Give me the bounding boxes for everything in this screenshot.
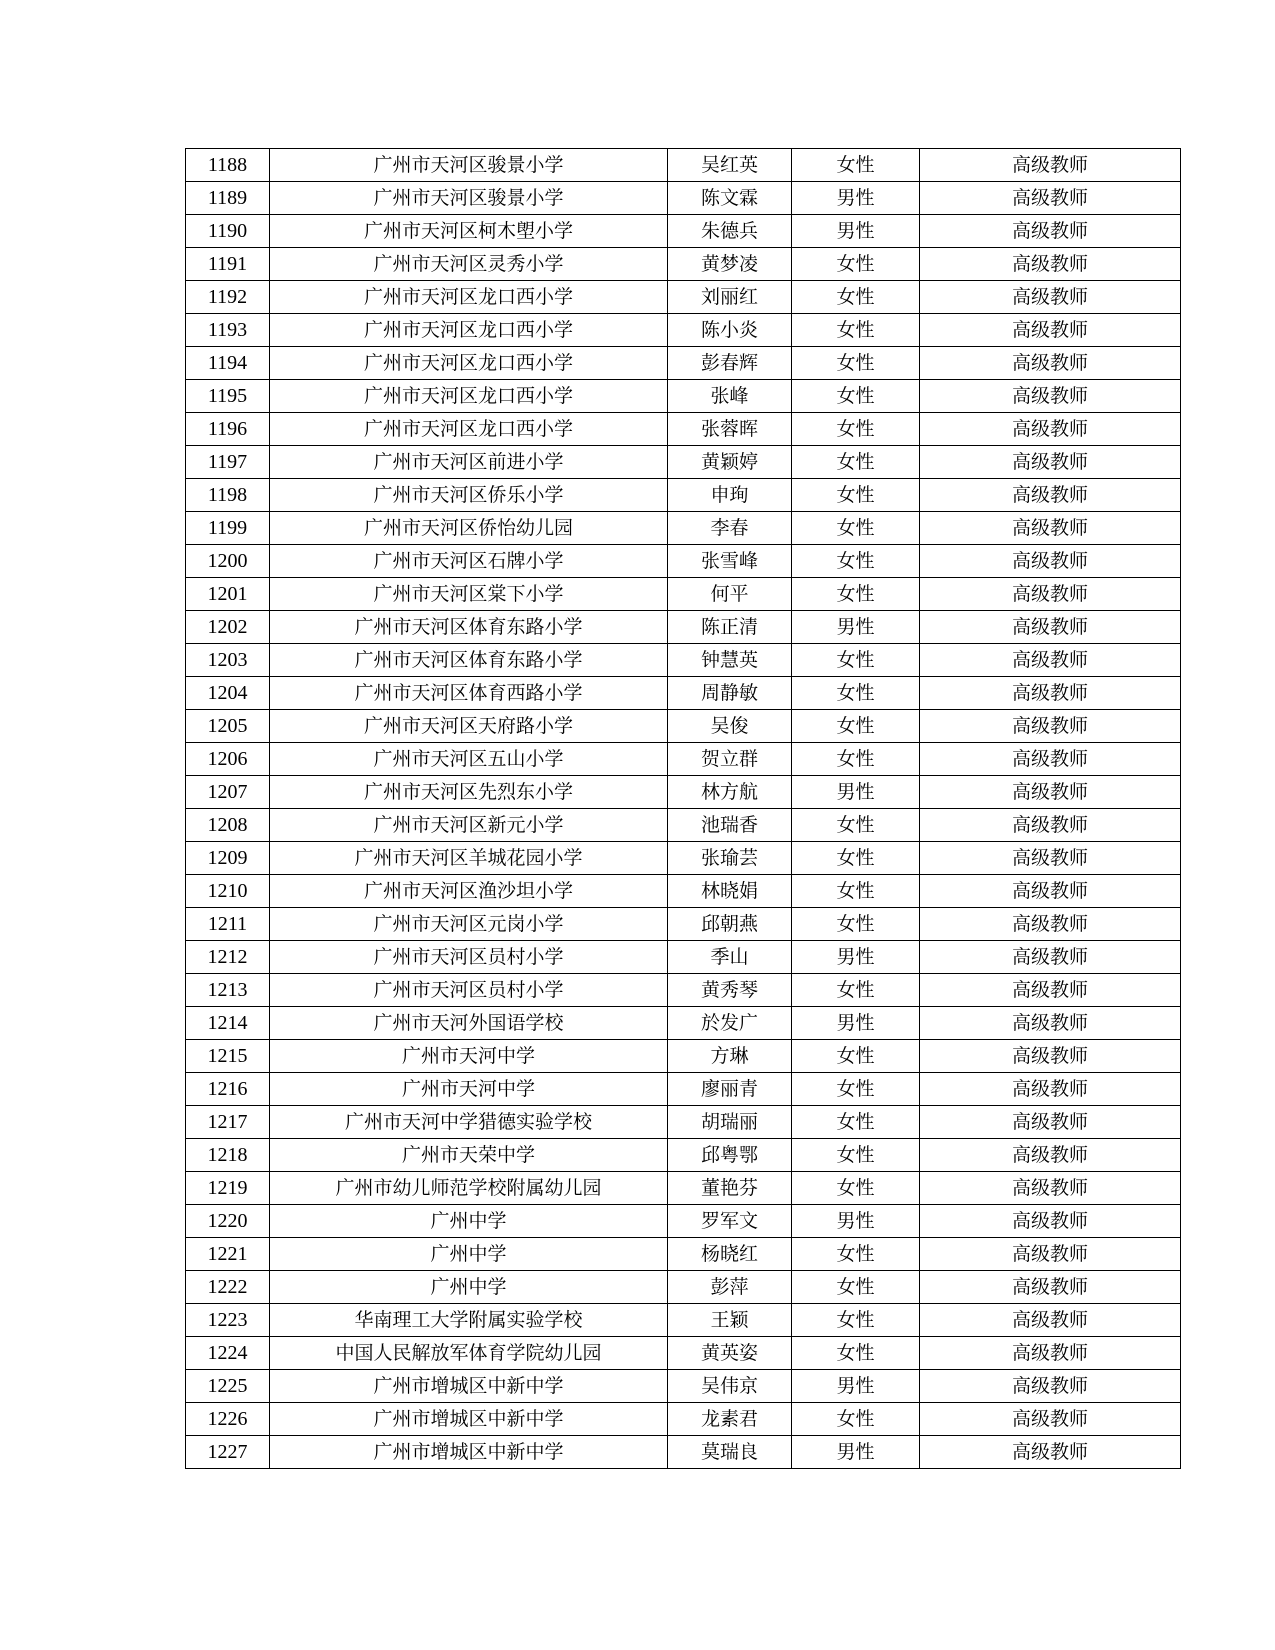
teacher-name-cell: 张峰: [668, 380, 792, 413]
table-row: [186, 1271, 1181, 1304]
professional-title-cell: 高级教师: [920, 215, 1181, 248]
school-name-cell: 广州市幼儿师范学校附属幼儿园: [270, 1172, 668, 1205]
gender-cell: 女性: [792, 875, 920, 908]
professional-title-cell: 高级教师: [920, 182, 1181, 215]
serial-number-cell: 1194: [186, 347, 270, 380]
teacher-name-cell: 申珣: [668, 479, 792, 512]
school-name-cell: 广州市天河区员村小学: [270, 974, 668, 1007]
professional-title-cell: 高级教师: [920, 1172, 1181, 1205]
serial-number-cell: 1220: [186, 1205, 270, 1238]
school-name-cell: 广州市天河区新元小学: [270, 809, 668, 842]
teacher-name-cell: 黄英姿: [668, 1337, 792, 1370]
teacher-name-cell: 王颖: [668, 1304, 792, 1337]
school-name-cell: 广州市增城区中新中学: [270, 1403, 668, 1436]
professional-title-cell: 高级教师: [920, 842, 1181, 875]
serial-number-cell: 1190: [186, 215, 270, 248]
school-name-cell: 广州市天河区棠下小学: [270, 578, 668, 611]
gender-cell: 女性: [792, 1238, 920, 1271]
table-row: [186, 809, 1181, 842]
gender-cell: 女性: [792, 1337, 920, 1370]
serial-number-cell: 1224: [186, 1337, 270, 1370]
professional-title-cell: 高级教师: [920, 281, 1181, 314]
serial-number-cell: 1188: [186, 149, 270, 182]
table-row: [186, 1304, 1181, 1337]
serial-number-cell: 1210: [186, 875, 270, 908]
school-name-cell: 广州市天河区柯木塱小学: [270, 215, 668, 248]
table-row: [186, 347, 1181, 380]
teacher-name-cell: 黄颖婷: [668, 446, 792, 479]
roster-table-body: [186, 149, 1181, 1469]
serial-number-cell: 1212: [186, 941, 270, 974]
gender-cell: 女性: [792, 578, 920, 611]
teacher-name-cell: 罗军文: [668, 1205, 792, 1238]
serial-number-cell: 1207: [186, 776, 270, 809]
serial-number-cell: 1222: [186, 1271, 270, 1304]
professional-title-cell: 高级教师: [920, 314, 1181, 347]
gender-cell: 女性: [792, 380, 920, 413]
table-row: [186, 743, 1181, 776]
serial-number-cell: 1197: [186, 446, 270, 479]
school-name-cell: 广州市天河中学猎德实验学校: [270, 1106, 668, 1139]
serial-number-cell: 1208: [186, 809, 270, 842]
gender-cell: 女性: [792, 1271, 920, 1304]
serial-number-cell: 1204: [186, 677, 270, 710]
serial-number-cell: 1196: [186, 413, 270, 446]
school-name-cell: 广州市天河区渔沙坦小学: [270, 875, 668, 908]
gender-cell: 女性: [792, 1040, 920, 1073]
teacher-name-cell: 龙素君: [668, 1403, 792, 1436]
teacher-name-cell: 董艳芬: [668, 1172, 792, 1205]
gender-cell: 男性: [792, 941, 920, 974]
professional-title-cell: 高级教师: [920, 347, 1181, 380]
school-name-cell: 广州市天河区五山小学: [270, 743, 668, 776]
school-name-cell: 华南理工大学附属实验学校: [270, 1304, 668, 1337]
professional-title-cell: 高级教师: [920, 1205, 1181, 1238]
teacher-name-cell: 刘丽红: [668, 281, 792, 314]
school-name-cell: 广州中学: [270, 1271, 668, 1304]
teacher-name-cell: 吴红英: [668, 149, 792, 182]
gender-cell: 女性: [792, 149, 920, 182]
table-row: [186, 1106, 1181, 1139]
school-name-cell: 广州中学: [270, 1205, 668, 1238]
teacher-name-cell: 莫瑞良: [668, 1436, 792, 1469]
professional-title-cell: 高级教师: [920, 1370, 1181, 1403]
professional-title-cell: 高级教师: [920, 1073, 1181, 1106]
professional-title-cell: 高级教师: [920, 677, 1181, 710]
serial-number-cell: 1199: [186, 512, 270, 545]
professional-title-cell: 高级教师: [920, 875, 1181, 908]
gender-cell: 女性: [792, 1304, 920, 1337]
serial-number-cell: 1191: [186, 248, 270, 281]
school-name-cell: 广州市天河中学: [270, 1040, 668, 1073]
table-row: [186, 908, 1181, 941]
school-name-cell: 广州市天河区体育西路小学: [270, 677, 668, 710]
teacher-name-cell: 邱朝燕: [668, 908, 792, 941]
school-name-cell: 广州市天河区龙口西小学: [270, 347, 668, 380]
teacher-name-cell: 何平: [668, 578, 792, 611]
teacher-name-cell: 彭春辉: [668, 347, 792, 380]
table-row: [186, 545, 1181, 578]
gender-cell: 女性: [792, 512, 920, 545]
gender-cell: 女性: [792, 1139, 920, 1172]
teacher-roster-table: [185, 148, 1181, 1469]
teacher-name-cell: 吴俊: [668, 710, 792, 743]
teacher-name-cell: 钟慧英: [668, 644, 792, 677]
teacher-name-cell: 周静敏: [668, 677, 792, 710]
professional-title-cell: 高级教师: [920, 710, 1181, 743]
table-row: [186, 1040, 1181, 1073]
serial-number-cell: 1221: [186, 1238, 270, 1271]
professional-title-cell: 高级教师: [920, 644, 1181, 677]
serial-number-cell: 1198: [186, 479, 270, 512]
teacher-name-cell: 廖丽青: [668, 1073, 792, 1106]
school-name-cell: 广州市天河区龙口西小学: [270, 281, 668, 314]
table-row: [186, 149, 1181, 182]
teacher-name-cell: 吴伟京: [668, 1370, 792, 1403]
teacher-name-cell: 陈小炎: [668, 314, 792, 347]
gender-cell: 女性: [792, 809, 920, 842]
gender-cell: 女性: [792, 842, 920, 875]
teacher-name-cell: 陈正清: [668, 611, 792, 644]
serial-number-cell: 1218: [186, 1139, 270, 1172]
serial-number-cell: 1223: [186, 1304, 270, 1337]
professional-title-cell: 高级教师: [920, 743, 1181, 776]
table-row: [186, 776, 1181, 809]
professional-title-cell: 高级教师: [920, 413, 1181, 446]
school-name-cell: 广州市增城区中新中学: [270, 1436, 668, 1469]
teacher-name-cell: 胡瑞丽: [668, 1106, 792, 1139]
table-row: [186, 479, 1181, 512]
table-row: [186, 974, 1181, 1007]
school-name-cell: 广州市天河区龙口西小学: [270, 413, 668, 446]
professional-title-cell: 高级教师: [920, 1271, 1181, 1304]
serial-number-cell: 1192: [186, 281, 270, 314]
gender-cell: 女性: [792, 1403, 920, 1436]
table-row: [186, 1007, 1181, 1040]
school-name-cell: 广州市天河区龙口西小学: [270, 380, 668, 413]
school-name-cell: 广州市天河区元岗小学: [270, 908, 668, 941]
teacher-name-cell: 张瑜芸: [668, 842, 792, 875]
table-row: [186, 248, 1181, 281]
professional-title-cell: 高级教师: [920, 1040, 1181, 1073]
gender-cell: 女性: [792, 974, 920, 1007]
table-row: [186, 1370, 1181, 1403]
gender-cell: 女性: [792, 1073, 920, 1106]
professional-title-cell: 高级教师: [920, 1304, 1181, 1337]
serial-number-cell: 1219: [186, 1172, 270, 1205]
teacher-name-cell: 李春: [668, 512, 792, 545]
table-row: [186, 512, 1181, 545]
gender-cell: 女性: [792, 908, 920, 941]
teacher-name-cell: 於发广: [668, 1007, 792, 1040]
professional-title-cell: 高级教师: [920, 512, 1181, 545]
table-row: [186, 842, 1181, 875]
table-row: [186, 677, 1181, 710]
serial-number-cell: 1201: [186, 578, 270, 611]
table-row: [186, 314, 1181, 347]
serial-number-cell: 1215: [186, 1040, 270, 1073]
table-row: [186, 611, 1181, 644]
professional-title-cell: 高级教师: [920, 1337, 1181, 1370]
teacher-name-cell: 杨晓红: [668, 1238, 792, 1271]
gender-cell: 女性: [792, 1106, 920, 1139]
school-name-cell: 广州市天河区天府路小学: [270, 710, 668, 743]
school-name-cell: 广州市增城区中新中学: [270, 1370, 668, 1403]
school-name-cell: 广州中学: [270, 1238, 668, 1271]
professional-title-cell: 高级教师: [920, 809, 1181, 842]
gender-cell: 女性: [792, 1172, 920, 1205]
professional-title-cell: 高级教师: [920, 1238, 1181, 1271]
table-row: [186, 1139, 1181, 1172]
professional-title-cell: 高级教师: [920, 974, 1181, 1007]
gender-cell: 男性: [792, 1205, 920, 1238]
table-row: [186, 710, 1181, 743]
school-name-cell: 广州市天河区先烈东小学: [270, 776, 668, 809]
serial-number-cell: 1205: [186, 710, 270, 743]
table-row: [186, 182, 1181, 215]
professional-title-cell: 高级教师: [920, 578, 1181, 611]
gender-cell: 男性: [792, 611, 920, 644]
professional-title-cell: 高级教师: [920, 1139, 1181, 1172]
serial-number-cell: 1226: [186, 1403, 270, 1436]
professional-title-cell: 高级教师: [920, 1403, 1181, 1436]
table-row: [186, 875, 1181, 908]
serial-number-cell: 1195: [186, 380, 270, 413]
gender-cell: 女性: [792, 644, 920, 677]
serial-number-cell: 1206: [186, 743, 270, 776]
table-row: [186, 1073, 1181, 1106]
serial-number-cell: 1209: [186, 842, 270, 875]
school-name-cell: 广州市天河区骏景小学: [270, 149, 668, 182]
school-name-cell: 广州市天河中学: [270, 1073, 668, 1106]
table-row: [186, 941, 1181, 974]
school-name-cell: 广州市天荣中学: [270, 1139, 668, 1172]
serial-number-cell: 1203: [186, 644, 270, 677]
professional-title-cell: 高级教师: [920, 1436, 1181, 1469]
gender-cell: 男性: [792, 215, 920, 248]
school-name-cell: 广州市天河区体育东路小学: [270, 611, 668, 644]
professional-title-cell: 高级教师: [920, 380, 1181, 413]
gender-cell: 男性: [792, 1436, 920, 1469]
teacher-name-cell: 季山: [668, 941, 792, 974]
professional-title-cell: 高级教师: [920, 1007, 1181, 1040]
school-name-cell: 广州市天河外国语学校: [270, 1007, 668, 1040]
gender-cell: 女性: [792, 281, 920, 314]
professional-title-cell: 高级教师: [920, 941, 1181, 974]
serial-number-cell: 1202: [186, 611, 270, 644]
serial-number-cell: 1189: [186, 182, 270, 215]
table-row: [186, 446, 1181, 479]
school-name-cell: 广州市天河区羊城花园小学: [270, 842, 668, 875]
professional-title-cell: 高级教师: [920, 479, 1181, 512]
serial-number-cell: 1216: [186, 1073, 270, 1106]
school-name-cell: 广州市天河区前进小学: [270, 446, 668, 479]
professional-title-cell: 高级教师: [920, 248, 1181, 281]
professional-title-cell: 高级教师: [920, 545, 1181, 578]
serial-number-cell: 1217: [186, 1106, 270, 1139]
professional-title-cell: 高级教师: [920, 776, 1181, 809]
school-name-cell: 广州市天河区侨乐小学: [270, 479, 668, 512]
teacher-name-cell: 黄秀琴: [668, 974, 792, 1007]
professional-title-cell: 高级教师: [920, 149, 1181, 182]
gender-cell: 女性: [792, 347, 920, 380]
gender-cell: 男性: [792, 776, 920, 809]
gender-cell: 女性: [792, 743, 920, 776]
school-name-cell: 广州市天河区员村小学: [270, 941, 668, 974]
serial-number-cell: 1213: [186, 974, 270, 1007]
table-row: [186, 380, 1181, 413]
teacher-name-cell: 贺立群: [668, 743, 792, 776]
teacher-name-cell: 黄梦凌: [668, 248, 792, 281]
serial-number-cell: 1211: [186, 908, 270, 941]
table-row: [186, 1238, 1181, 1271]
gender-cell: 女性: [792, 413, 920, 446]
table-row: [186, 578, 1181, 611]
school-name-cell: 中国人民解放军体育学院幼儿园: [270, 1337, 668, 1370]
teacher-name-cell: 彭萍: [668, 1271, 792, 1304]
school-name-cell: 广州市天河区龙口西小学: [270, 314, 668, 347]
professional-title-cell: 高级教师: [920, 446, 1181, 479]
school-name-cell: 广州市天河区骏景小学: [270, 182, 668, 215]
serial-number-cell: 1227: [186, 1436, 270, 1469]
serial-number-cell: 1225: [186, 1370, 270, 1403]
teacher-name-cell: 陈文霖: [668, 182, 792, 215]
teacher-name-cell: 邱粤鄂: [668, 1139, 792, 1172]
table-row: [186, 1337, 1181, 1370]
gender-cell: 女性: [792, 545, 920, 578]
teacher-name-cell: 朱德兵: [668, 215, 792, 248]
table-row: [186, 413, 1181, 446]
serial-number-cell: 1193: [186, 314, 270, 347]
teacher-name-cell: 张雪峰: [668, 545, 792, 578]
school-name-cell: 广州市天河区体育东路小学: [270, 644, 668, 677]
teacher-name-cell: 张蓉晖: [668, 413, 792, 446]
table-row: [186, 1436, 1181, 1469]
gender-cell: 女性: [792, 479, 920, 512]
professional-title-cell: 高级教师: [920, 1106, 1181, 1139]
gender-cell: 女性: [792, 248, 920, 281]
school-name-cell: 广州市天河区灵秀小学: [270, 248, 668, 281]
table-row: [186, 644, 1181, 677]
gender-cell: 男性: [792, 1007, 920, 1040]
table-row: [186, 215, 1181, 248]
table-row: [186, 281, 1181, 314]
serial-number-cell: 1200: [186, 545, 270, 578]
gender-cell: 男性: [792, 182, 920, 215]
teacher-name-cell: 池瑞香: [668, 809, 792, 842]
table-row: [186, 1172, 1181, 1205]
gender-cell: 女性: [792, 710, 920, 743]
table-row: [186, 1403, 1181, 1436]
gender-cell: 女性: [792, 677, 920, 710]
teacher-name-cell: 方琳: [668, 1040, 792, 1073]
gender-cell: 男性: [792, 1370, 920, 1403]
school-name-cell: 广州市天河区石牌小学: [270, 545, 668, 578]
professional-title-cell: 高级教师: [920, 611, 1181, 644]
professional-title-cell: 高级教师: [920, 908, 1181, 941]
school-name-cell: 广州市天河区侨怡幼儿园: [270, 512, 668, 545]
gender-cell: 女性: [792, 314, 920, 347]
gender-cell: 女性: [792, 446, 920, 479]
serial-number-cell: 1214: [186, 1007, 270, 1040]
table-row: [186, 1205, 1181, 1238]
teacher-name-cell: 林方航: [668, 776, 792, 809]
teacher-name-cell: 林晓娟: [668, 875, 792, 908]
